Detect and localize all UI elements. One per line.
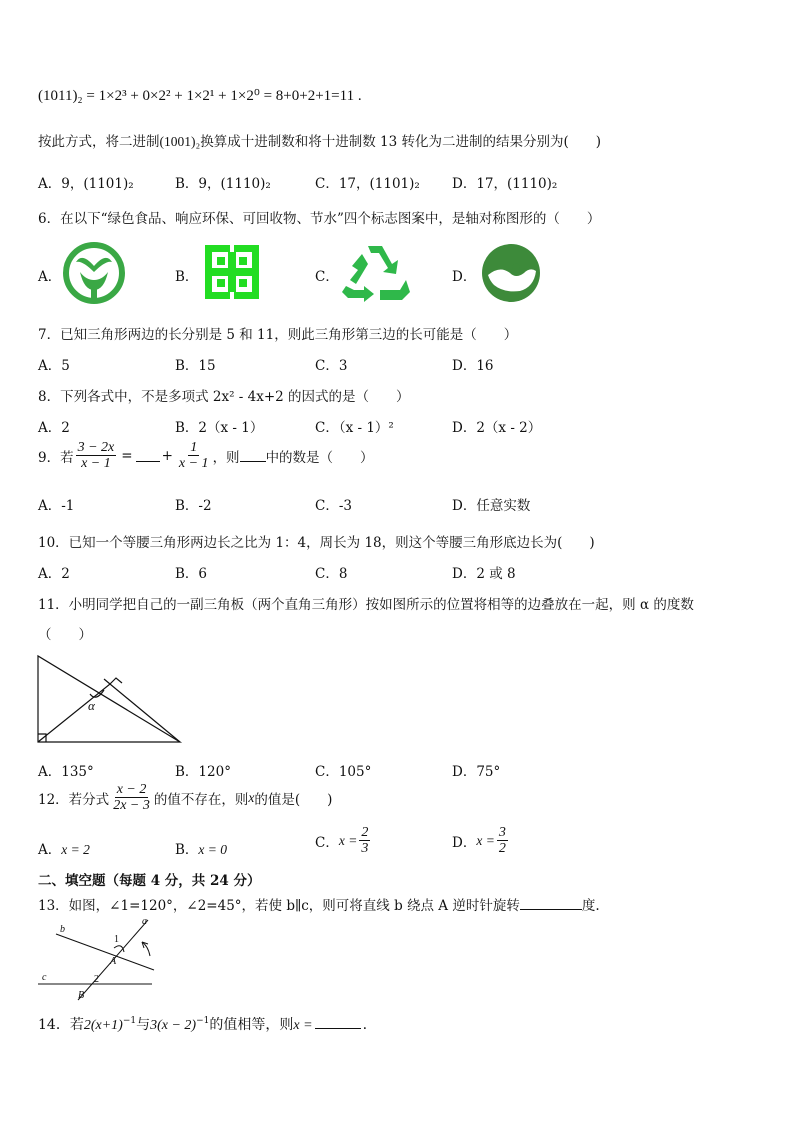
q8-stem: 8．下列各式中，不是多项式 2x² - 4x+2 的因式的是（ ） [38,389,410,405]
q9-fraction-2 [177,440,211,472]
q12-option-c-num: 2 [361,825,369,840]
q12-option-a-label: A． [38,842,62,858]
q10-option-c: C．8 [315,566,348,582]
q14-mid: 与 [136,1017,151,1033]
q9-frac2-den: x − 1 [178,456,209,472]
q9-suffix-b: 中的数是（ ） [265,449,374,466]
q12-var: x [248,789,255,805]
q5-stem-b: (1001)₂ [159,134,201,149]
q10-option-a: A．2 [38,566,70,582]
q14-exp2: −1 [196,1016,210,1026]
q10-stem: 10．已知一个等腰三角形两边长之比为 1：4，周长为 18，则这个等腰三角形底边长为( ) [38,535,595,551]
q9-plus: + [161,447,173,464]
q11-option-d: D．75° [452,764,501,780]
q14-end: . [362,1017,368,1033]
q5-option-c: C．17，(1101)₂ [315,176,420,192]
q9-frac2-num: 1 [190,440,198,455]
q9-prefix: 9．若 [38,449,74,466]
q5-stem-a: 按此方式，将二进制 [38,134,160,150]
q13-stem [38,894,600,914]
q9-blank-2 [240,449,266,462]
q6-label-d: D． [452,269,477,285]
q13-label-A: A [110,956,117,967]
q11-stem: 11．小明同学把自己的一副三角板（两个直角三角形）按如图所示的位置将相等的边叠放在一起，则 α 的度数 [38,597,694,613]
q9-option-d: D．任意实数 [452,498,531,514]
q13-label-2: 2 [94,974,99,985]
q12-option-b-val: x = 0 [198,842,228,857]
q10-option-d: D．2 或 8 [452,566,516,582]
q13-stem-b: 度. [581,898,600,914]
q12-option-d-label: D． [452,834,477,851]
q5-stem-c: 换算成十进制数和将十进制数 13 转化为二进制的结果分别为( ) [200,134,601,150]
q14-stem [38,1014,367,1034]
q5-formula: (1011)₂ = 1×2³ + 0×2² + 1×2¹ + 1×2⁰ = 8+0+2+1=11 . [38,88,362,104]
q12-option-c-den: 3 [361,841,369,857]
q11-option-c: C．105° [315,764,372,780]
q14-prefix: 14．若 [38,1017,84,1033]
q12-option-d-frac [497,825,508,857]
environmental-logo-icon [203,243,261,301]
q7-option-b: B．15 [175,358,216,374]
q12-option-c [315,825,372,857]
set-square-diagram [34,652,186,746]
q6-label-a: A． [38,269,62,285]
q7-option-c: C．3 [315,358,348,374]
q14-exp1: −1 [122,1016,137,1026]
q13-diagram [34,914,164,1004]
q11-stem-paren: （ ） [38,627,92,643]
q12-option-d-lhs: x = [476,832,495,848]
q13-label-1: 1 [114,934,119,945]
q9-blank-1 [136,449,160,462]
section-2-heading: 二、填空题（每题 4 分，共 24 分） [38,873,261,889]
q12-option-a-val: x = 2 [61,842,90,857]
q13-blank [520,897,582,910]
q12-suffix-b: 的值是( ) [254,791,333,808]
q6-stem: 6．在以下“绿色食品、响应环保、可回收物、节水”四个标志图案中，是轴对称图形的（ ） [38,211,601,227]
q10-option-b: B．6 [175,566,208,582]
q9-suffix-a: ，则 [212,449,240,466]
q6-label-b: B． [175,269,199,285]
q7-option-a: A．5 [38,358,70,374]
q5-stem [38,130,601,150]
q9-option-b: B．-2 [175,498,212,514]
q8-option-b: B．2（x - 1） [175,420,264,436]
q12-option-b [175,838,227,858]
q12-option-d-num: 3 [498,825,506,840]
q9-equals: = [121,447,133,464]
q12-stem [38,782,332,814]
q8-option-a: A．2 [38,420,70,436]
q9-option-a: A．-1 [38,498,75,514]
recycle-logo-icon [340,242,410,304]
q5-option-b: B．9，(1110)₂ [175,176,271,192]
q9-stem [38,440,374,472]
water-saving-logo-icon [480,243,542,303]
q12-option-d [452,825,510,857]
q12-option-d-den: 2 [498,841,506,857]
q14-suffix: 的值相等，则 [209,1017,294,1033]
q9-fraction-1 [76,440,117,472]
q14-expr1: 2(x+1) [83,1018,123,1033]
q13-stem-a: 13．如图，∠1=120°，∠2=45°，若使 b∥c，则可将直线 b 绕点 A 逆时针旋转 [38,898,520,914]
q12-option-c-lhs: x = [338,832,358,848]
q13-label-B: B [78,990,85,1001]
q12-prefix: 12．若分式 [38,791,110,808]
q13-label-a: a [142,916,147,927]
q7-option-d: D．16 [452,358,494,374]
q8-option-d: D．2（x - 2） [452,420,542,436]
q6-label-c: C． [315,269,339,285]
q11-option-a: A．135° [38,764,94,780]
q5-option-a: A．9，(1101)₂ [38,176,134,192]
alpha-label: α [88,698,95,713]
q12-option-c-frac [359,825,370,857]
q9-frac1-num: 3 − 2x [77,440,115,455]
q12-suffix-a: 的值不存在，则 [153,791,249,808]
q12-fraction [111,782,152,814]
q14-blank [315,1016,361,1029]
q12-option-a [38,838,90,858]
q12-den: 2x − 3 [113,798,150,814]
q14-var: x = [293,1018,313,1033]
q12-option-c-label: C． [315,834,339,851]
q12-num: x − 2 [116,782,147,797]
q14-expr2: 3(x − 2) [150,1018,197,1033]
q9-option-c: C．-3 [315,498,352,514]
q9-frac1-den: x − 1 [81,456,111,472]
green-food-logo-icon [62,242,126,304]
q5-option-d: D．17，(1110)₂ [452,176,558,192]
q12-option-b-label: B． [175,842,199,858]
q13-label-c: c [42,972,47,983]
q8-option-c: C．（x - 1）² [315,420,394,436]
q7-stem: 7．已知三角形两边的长分别是 5 和 11，则此三角形第三边的长可能是（ ） [38,327,518,343]
q11-option-b: B．120° [175,764,231,780]
q13-label-b: b [60,924,65,935]
